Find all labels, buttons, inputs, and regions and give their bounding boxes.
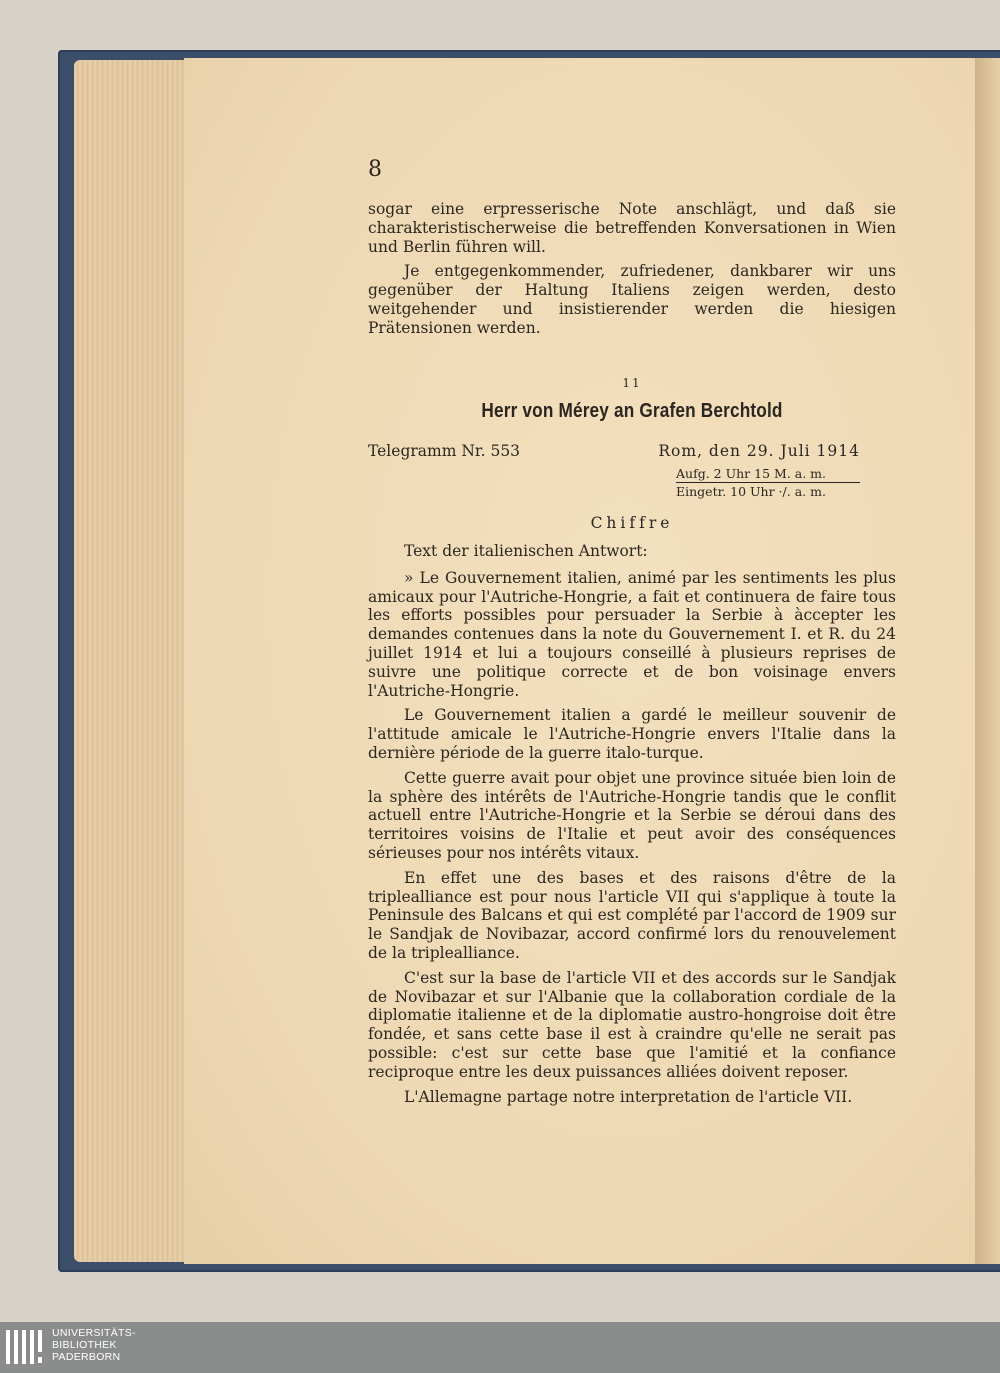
dispatch-time: Aufg. 2 Uhr 15 M. a. m. bbox=[676, 466, 860, 483]
page-number: 8 bbox=[368, 157, 382, 182]
paragraph: En effet une des bases et des raisons d'être de la triplealliance est pour nous l'article VII qui s'applique à toute la Peninsule des Balcans et qui est complété par l'accord de 1909 sur le Sandjak de Novibazar, accord confirmé lors du renouvelement de la triplealliance. bbox=[368, 868, 896, 962]
paragraph: Le Gouvernement italien a gardé le meilleur souvenir de l'attitude amicale le l'Autriche-Hongrie envers l'Italie dans la dernière période de la guerre italo-turque. bbox=[368, 706, 896, 762]
received-time: Eingetr. 10 Uhr ·/. a. m. bbox=[676, 484, 826, 499]
library-name-line: BIBLIOTHEK bbox=[52, 1339, 117, 1351]
place-date: Rom, den 29. Juli 1914 bbox=[658, 442, 860, 460]
paragraph: sogar eine erpresserische Note anschlägt, und daß sie charakteristischerweise die betreffenden Konversationen in Wien und Berlin führen will. bbox=[368, 200, 896, 256]
paragraph: » Le Gouvernement italien, animé par les sentiments les plus amicaux pour l'Autriche-Hongrie, a fait et continuera de faire tous les efforts possibles pour persuader la Serbie à àccepter les demandes contenues dans la note du Gouvernement I. et R. du 24 juillet 1914 et lui a toujours conseillé à plusieurs reprises de suivre une politique correcte et de bon voisinage envers l'Autriche-Hongrie. bbox=[368, 568, 896, 700]
intro-line: Text der italienischen Antwort: bbox=[404, 542, 648, 560]
page-gutter bbox=[975, 58, 1000, 1264]
paragraph: C'est sur la base de l'article VII et des accords sur le Sandjak de Novibazar et sur l'Albanie que la collaboration cordiale de la diplomatie italienne et de la diplomatie austro-hongroise doit être fondée, et sans cette base il est à craindre qu'elle ne serait pas possible: c'est sur cette base que l'amitié et la confiance reciproque entre les deux puissances alliées doivent reposer. bbox=[368, 968, 896, 1081]
cipher-label: Chiffre bbox=[590, 514, 674, 532]
library-footer bbox=[0, 1322, 1000, 1373]
library-name-line: UNIVERSITÄTS- bbox=[52, 1327, 136, 1339]
telegram-number: Telegramm Nr. 553 bbox=[368, 442, 521, 460]
library-name bbox=[52, 1327, 136, 1363]
page-stack-edge bbox=[74, 60, 184, 1262]
paragraph: L'Allemagne partage notre interpretation de l'article VII. bbox=[404, 1087, 853, 1106]
section-heading: Herr von Mérey an Grafen Berchtold bbox=[481, 400, 783, 422]
library-name-line: PADERBORN bbox=[52, 1351, 121, 1363]
library-logo-icon bbox=[6, 1330, 46, 1364]
section-number: 11 bbox=[622, 376, 642, 390]
paragraph: Je entgegenkommender, zufriedener, dankbarer wir uns gegenüber der Haltung Italiens zeigen werden, desto weitgehender und insistierender werden die hiesigen Prätensionen werden. bbox=[368, 262, 896, 337]
paragraph: Cette guerre avait pour objet une province située bien loin de la sphère des intérêts de l'Autriche-Hongrie tandis que le conflit actuell entre l'Autriche-Hongrie et la Serbie se déroui dans des territoires voisins de l'Italie et peut avoir des conséquences sérieuses pour nos intérêts vitaux. bbox=[368, 768, 896, 862]
